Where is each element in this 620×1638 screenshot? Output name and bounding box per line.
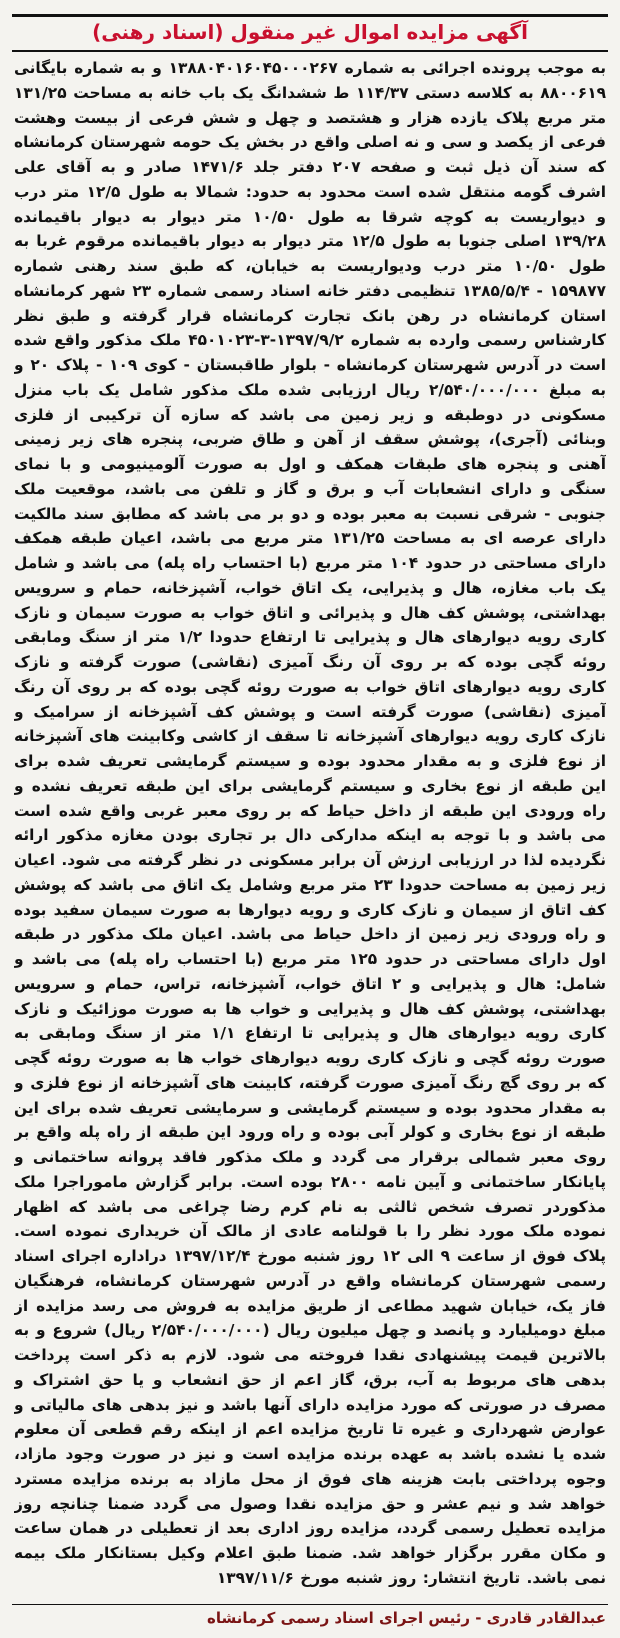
title-rule [12,50,608,52]
notice-body: به موجب پرونده اجرائی به شماره ۱۳۸۸۰۴۰۱۶۰۴۵۰۰۰۲۶۷ و به شماره بایگانی ۸۸۰۰۶۱۹ به کلاسه دستی ۱۱۴/۳۷ ط ششدانگ یک باب خانه به مساحت ۱۳۱/۲۵ متر مربع پلاک یازده هزار و هشتصد و چهل و شش فرعی از بیست وهشت فرعی از یکصد و سی و نه اصلی واقع در بخش یک حومه شهرستان کرمانشاه که سند آن ذیل ثبت و صفحه ۲۰۷ دفتر جلد ۱۴۷۱/۶ صادر و به آقای علی اشرف گومه منتقل شده است محدود به حدود: شمالا به طول ۱۲/۵ متر درب و دیواریست به کوچه شرقا به طول ۱۰/۵۰ متر دیوار به دیوار باقیمانده ۱۳۹/۲۸ اصلی جنوبا به طول ۱۲/۵ متر دیوار به دیوار باقیمانده مرقوم غربا به طول ۱۰/۵۰ متر درب ودیواریست به خیابان، که طبق سند رهنی شماره ۱۵۹۸۷۷ - ۱۳۸۵/۵/۴ تنظیمی دفتر خانه اسناد رسمی شماره ۲۳ شهر کرمانشاه استان کرمانشاه در رهن بانک تجارت کرمانشاه قرار گرفته و طبق نظر کارشناس رسمی وارده به شماره ۱۳۹۷/۹/۲-۳-۴۵۰۱۰۲۳ ملک مذکور واقع شده است در آدرس شهرستان کرمانشاه - بلوار طاقبستان - کوی ۱۰۹ - پلاک ۲۰ و به مبلغ ۲/۵۴۰/۰۰۰/۰۰۰ ریال ارزیابی شده ملک مذکور شامل یک باب منزل مسکونی در دوطبقه و زیر زمین می باشد که سازه آن ترکیبی از فلزی وبنائی (آجری)، پوشش سقف از آهن و طاق ضربی، پنجره های زیر زمینی آهنی و پنجره های طبقات همکف و اول به صورت آلومینیومی و با نمای سنگی و دارای انشعابات آب و برق و گاز و تلفن می باشد، موقعیت ملک جنوبی - شرقی نسبت به معبر بوده و دو بر می باشد که مطابق سند مالکیت دارای عرصه ای به مساحت ۱۳۱/۲۵ متر مربع می باشد، اعیان طبقه همکف دارای مساحتی در حدود ۱۰۴ متر مربع (با احتساب راه پله) می باشد و شامل یک باب مغازه، هال و پذیرایی، یک اتاق خواب، آشپزخانه، حمام و سرویس بهداشتی، پوشش کف هال و پذیرائی و اتاق خواب به صورت سیمان و نازک کاری رویه دیوارهای هال و پذیرایی تا ارتفاع حدودا ۱/۲ متر از سنگ ومابقی روئه گچی بوده که بر روی آن رنگ آمیزی (نقاشی) صورت گرفته و نازک کاری رویه دیوارهای اتاق خواب به صورت روئه گچی بوده که بر روی آن رنگ آمیزی (نقاشی) صورت گرفته است و پوشش کف آشپزخانه از سرامیک و نازک کاری رویه دیوارهای آشپزخانه تا سقف از کاشی وکابینت های آشپزخانه از نوع فلزی و به مقدار محدود بوده و سیستم گرمایشی تعریف شده برای این طبقه از نوع بخاری و سیستم گرمایشی برای این طبقه تعریف نشده و راه ورودی این طبقه از داخل حیاط که بر روی معبر غربی واقع شده است می باشد و با توجه به اینکه مدارکی دال بر تجاری بودن مغازه مذکور ارائه نگردیده لذا در ارزیابی ارزش آن برابر مسکونی در نظر گرفته می شود. اعیان زیر زمین به مساحت حدودا ۲۳ متر مربع وشامل یک اتاق می باشد که پوشش کف اتاق از سیمان و نازک کاری و رویه دیوارها به صورت سیمان سفید بوده و راه ورودی زیر زمین از داخل حیاط می باشد. اعیان ملک مذکور در طبقه اول دارای مساحتی در حدود ۱۲۵ متر مربع (با احتساب راه پله) می باشد و شامل: هال و پذیرایی و ۲ اتاق خواب، آشپزخانه، تراس، حمام و سرویس بهداشتی، پوشش کف هال و پذیرایی و خواب ها به صورت موزائیک و نازک کاری رویه دیوارهای هال و پذیرایی تا ارتفاع ۱/۱ متر از سنگ ومابقی به صورت روئه گچی و نازک کاری رویه دیوارهای خواب ها به صورت روئه گچی که بر روی گچ رنگ آمیزی صورت گرفته، کابینت های آشپزخانه از نوع فلزی و به مقدار محدود بوده و سیستم گرمایشی و سرمایشی تعریف شده برای این طبقه از نوع بخاری و کولر آبی بوده و راه ورود این طبقه از راه پله واقع بر روی معبر شمالی برقرار می گردد و ملک مذکور فاقد پروانه ساختمانی و پایانکار ساختمانی و آیین نامه ۲۸۰۰ بوده است. برابر گزارش ماموراجرا ملک مذکوردر تصرف شخص ثالثی به نام کرم رضا چراغی می باشد که اظهار نموده ملک مورد نظر را با قولنامه عادی از مالک آن خریداری نموده است. پلاک فوق از ساعت ۹ الی ۱۲ روز شنبه مورخ ۱۳۹۷/۱۲/۴ دراداره اجرای اسناد رسمی شهرستان کرمانشاه واقع در آدرس شهرستان کرمانشاه، فرهنگیان فاز یک، خیابان شهید مطاعی از طریق مزایده به فروش می رسد مزایده از مبلغ دومیلیارد و پانصد و چهل میلیون ریال (۲/۵۴۰/۰۰۰/۰۰۰ ریال) شروع و به بالاترین قیمت پیشنهادی نقدا فروخته می شود. لازم به ذکر است پرداخت بدهی های مربوط به آب، برق، گاز اعم از حق انشعاب و یا حق اشتراک و مصرف در صورتی که مورد مزایده دارای آنها باشد و نیز بدهی های مالیاتی و عوارض شهرداری و غیره تا تاریخ مزایده اعم از اینکه رقم قطعی آن معلوم شده یا نشده باشد به عهده برنده مزایده است و نیز در صورت وجود مازاد، وجوه پرداختی بابت هزینه های فوق از محل مازاد به برنده مزایده مسترد خواهد شد و نیم عشر و حق مزایده نقدا وصول می گردد ضمنا چنانچه روز مزایده تعطیل رسمی گردد، مزایده روز اداری بعد از تعطیلی در همان ساعت و مکان مقرر برگزار خواهد شد. ضمنا طبق اعلام وکیل بستانکار ملک بیمه نمی باشد. تاریخ انتشار: روز شنبه مورخ ۱۳۹۷/۱۱/۶ [14,59,606,1587]
bottom-rule [12,1604,608,1605]
notice-title: آگهی مزایده اموال غیر منقول (اسناد رهنی) [92,20,528,44]
top-rule [12,14,608,17]
notice-signature: عبدالقادر قادری - رئیس اجرای اسناد رسمی کرمانشاه [207,1609,606,1627]
